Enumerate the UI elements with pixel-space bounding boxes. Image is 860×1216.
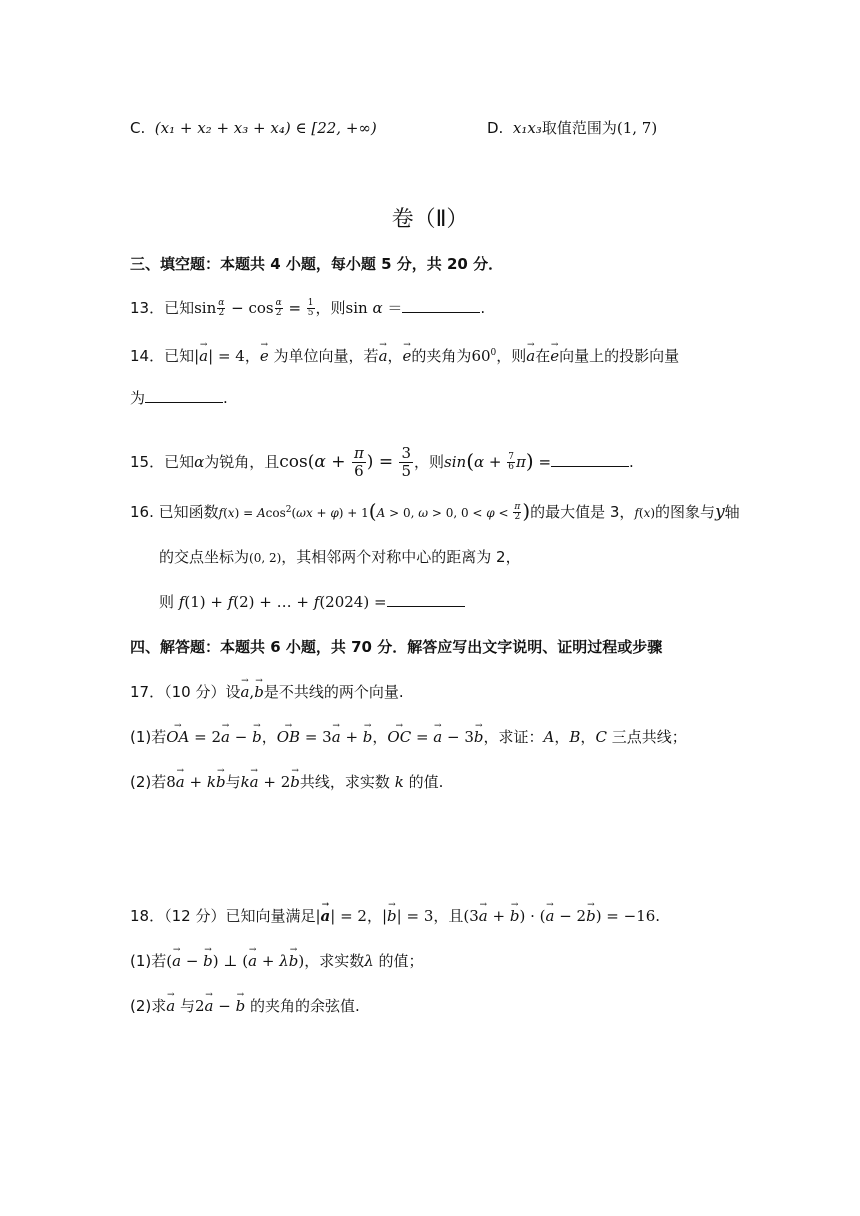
question-14: 14．已知|→ a| = 4，→ e 为单位向量，若→ a，→ e的夹角为$60^0$，则→ a在→ e向量上的投影向量 <box>130 343 679 366</box>
q15-number: 15． <box>130 453 165 471</box>
q14-text-8: 向量上的投影向量 <box>559 347 680 365</box>
q15-text-1: 已知 <box>164 453 195 471</box>
q17-part2-text-a: (2)若 <box>130 773 167 791</box>
q18-number: 18．（12 分） <box>130 907 226 925</box>
q14-number: 14． <box>130 347 165 365</box>
q16-text-2: 的最大值是 3， <box>530 503 635 521</box>
answer-blank-15[interactable] <box>551 452 629 467</box>
question-17: 17．（10 分）设→ a,→ b是不共线的两个向量. <box>130 682 404 702</box>
q16-line2-text-a: 的交点坐标为 <box>159 548 250 566</box>
question-18: 18．（12 分）已知向量满足|→ a| = 2，|→ b| = 3，且(3→ a + → b) · (→ a − 2→ b) = −16. <box>130 906 660 926</box>
question-13: 13．已知sin $\frac{\alpha}{2}$ − cos $\frac{\alpha}{2}$ = $\frac{1}{5}$ ，则sin α ＝ . <box>130 298 486 318</box>
q17-number: 17．（10 分） <box>130 683 226 701</box>
q15-text-3: ，则 <box>414 453 445 471</box>
option-c <box>130 118 377 138</box>
section-3-heading: 三、填空题：本题共 4 小题，每小题 5 分，共 20 分． <box>130 255 504 273</box>
q16-line3-text: 则 <box>159 593 175 611</box>
q18-part1-text-b: ，求实数 <box>304 952 365 970</box>
q14-text-3: 为单位向量，若 <box>273 347 379 365</box>
question-16-line-2: 的交点坐标为(0, 2)，其相邻两个对称中心的距离为 2， <box>159 548 521 566</box>
q18-part1-text-a: (1)若 <box>130 952 167 970</box>
q16-line2-text-b: ，其相邻两个对称中心的距离为 2， <box>281 548 521 566</box>
q15-text-2: 为锐角，且 <box>204 453 280 471</box>
q18-part2-text-a: (2)求 <box>130 997 167 1015</box>
question-16: 16. 已知函数f(x) = Acos$^2$(ωx + φ) + 1(A > 0, ω > 0, 0 < φ < $\frac{\pi}{2}$ )的最大值是 3，f(x)的图象与y轴 <box>130 499 740 523</box>
option-c-label: C. <box>130 119 146 137</box>
q14-text-5: 的夹角为 <box>411 347 472 365</box>
q17-part1-text-d: ，求证： <box>483 728 544 746</box>
q14-text-2: ， <box>244 347 260 365</box>
q14-text-4: ， <box>387 347 403 365</box>
question-18-part-2: (2)求→ a 与2→ a − → b 的夹角的余弦值. <box>130 996 360 1016</box>
question-16-line-3: 则 f(1) + f(2) + … + f(2024) = <box>159 592 465 612</box>
q14-text-7: 在 <box>535 347 551 365</box>
q16-text-4: 轴 <box>724 503 740 521</box>
q18-text-3: ，且 <box>433 907 464 925</box>
option-d <box>487 118 657 138</box>
q17-part2-text-c: 共线，求实数 <box>299 773 390 791</box>
q16-text-1: 已知函数 <box>158 503 219 521</box>
option-d-text: 取值范围为 <box>541 119 617 137</box>
question-17-part-1: (1)若→ OA = 2→ a − → b，→ OB = 3→ a + → b，→ OC = → a − 3→ b，求证：A，B，C 三点共线； <box>130 727 687 747</box>
q14-line2-text: 为 <box>130 389 146 407</box>
option-d-expression: x₁x₃ <box>512 119 542 137</box>
option-d-label: D. <box>487 119 504 137</box>
question-18-part-1: (1)若(→ a − → b) ⊥ (→ a + λ→ b)，求实数λ 的值； <box>130 951 424 971</box>
q18-part2-text-b: 与 <box>179 997 195 1015</box>
answer-blank-13[interactable] <box>402 298 480 313</box>
q17-part2-text-d: 的值. <box>408 773 444 791</box>
q13-suffix: ，则 <box>315 299 346 317</box>
answer-blank-16[interactable] <box>387 592 465 607</box>
q17-part1-text-b: ， <box>261 728 277 746</box>
q17-part1-text-a: (1)若 <box>130 728 167 746</box>
q18-text-1: 已知向量满足 <box>225 907 316 925</box>
question-15: 15．已知α为锐角，且cos(α + $\frac{\pi}{6}$ ) = $\frac{3}{5}$ ，则sin(α + $\frac{7}{6}$ π) = . <box>130 444 634 480</box>
q18-part1-text-c: 的值； <box>378 952 424 970</box>
q18-part2-text-c: 的夹角的余弦值. <box>250 997 360 1015</box>
q17-text-1: 设 <box>225 683 241 701</box>
q17-part1-text-c: ， <box>372 728 388 746</box>
q13-prefix: 已知 <box>164 299 195 317</box>
q17-part1-text-e: 三点共线； <box>611 728 687 746</box>
q16-text-3: 的图象与 <box>655 503 716 521</box>
q14-text-6: ，则 <box>496 347 527 365</box>
q17-part2-text-b: 与 <box>225 773 241 791</box>
option-d-range: (1, 7) <box>616 119 658 137</box>
section-4-heading: 四、解答题：本题共 6 小题，共 70 分．解答应写出文字说明、证明过程或步骤 <box>130 638 663 656</box>
volume-title: 卷（Ⅱ） <box>391 207 469 232</box>
q17-text-2: 是不共线的两个向量. <box>263 683 404 701</box>
q13-equals: ＝ <box>387 299 403 317</box>
q18-text-2: ， <box>366 907 382 925</box>
answer-blank-14[interactable] <box>145 388 223 403</box>
q14-text-1: 已知 <box>164 347 195 365</box>
q16-number: 16. <box>130 503 154 521</box>
question-17-part-2: (2)若8→ a + k→ b与k→ a + 2→ b共线，求实数 k 的值. <box>130 772 443 792</box>
q13-number: 13． <box>130 299 165 317</box>
question-14-line-2: 为 . <box>130 389 228 407</box>
option-c-expression: (x₁ + x₂ + x₃ + x₄) ∈ [22, +∞) <box>154 119 377 137</box>
